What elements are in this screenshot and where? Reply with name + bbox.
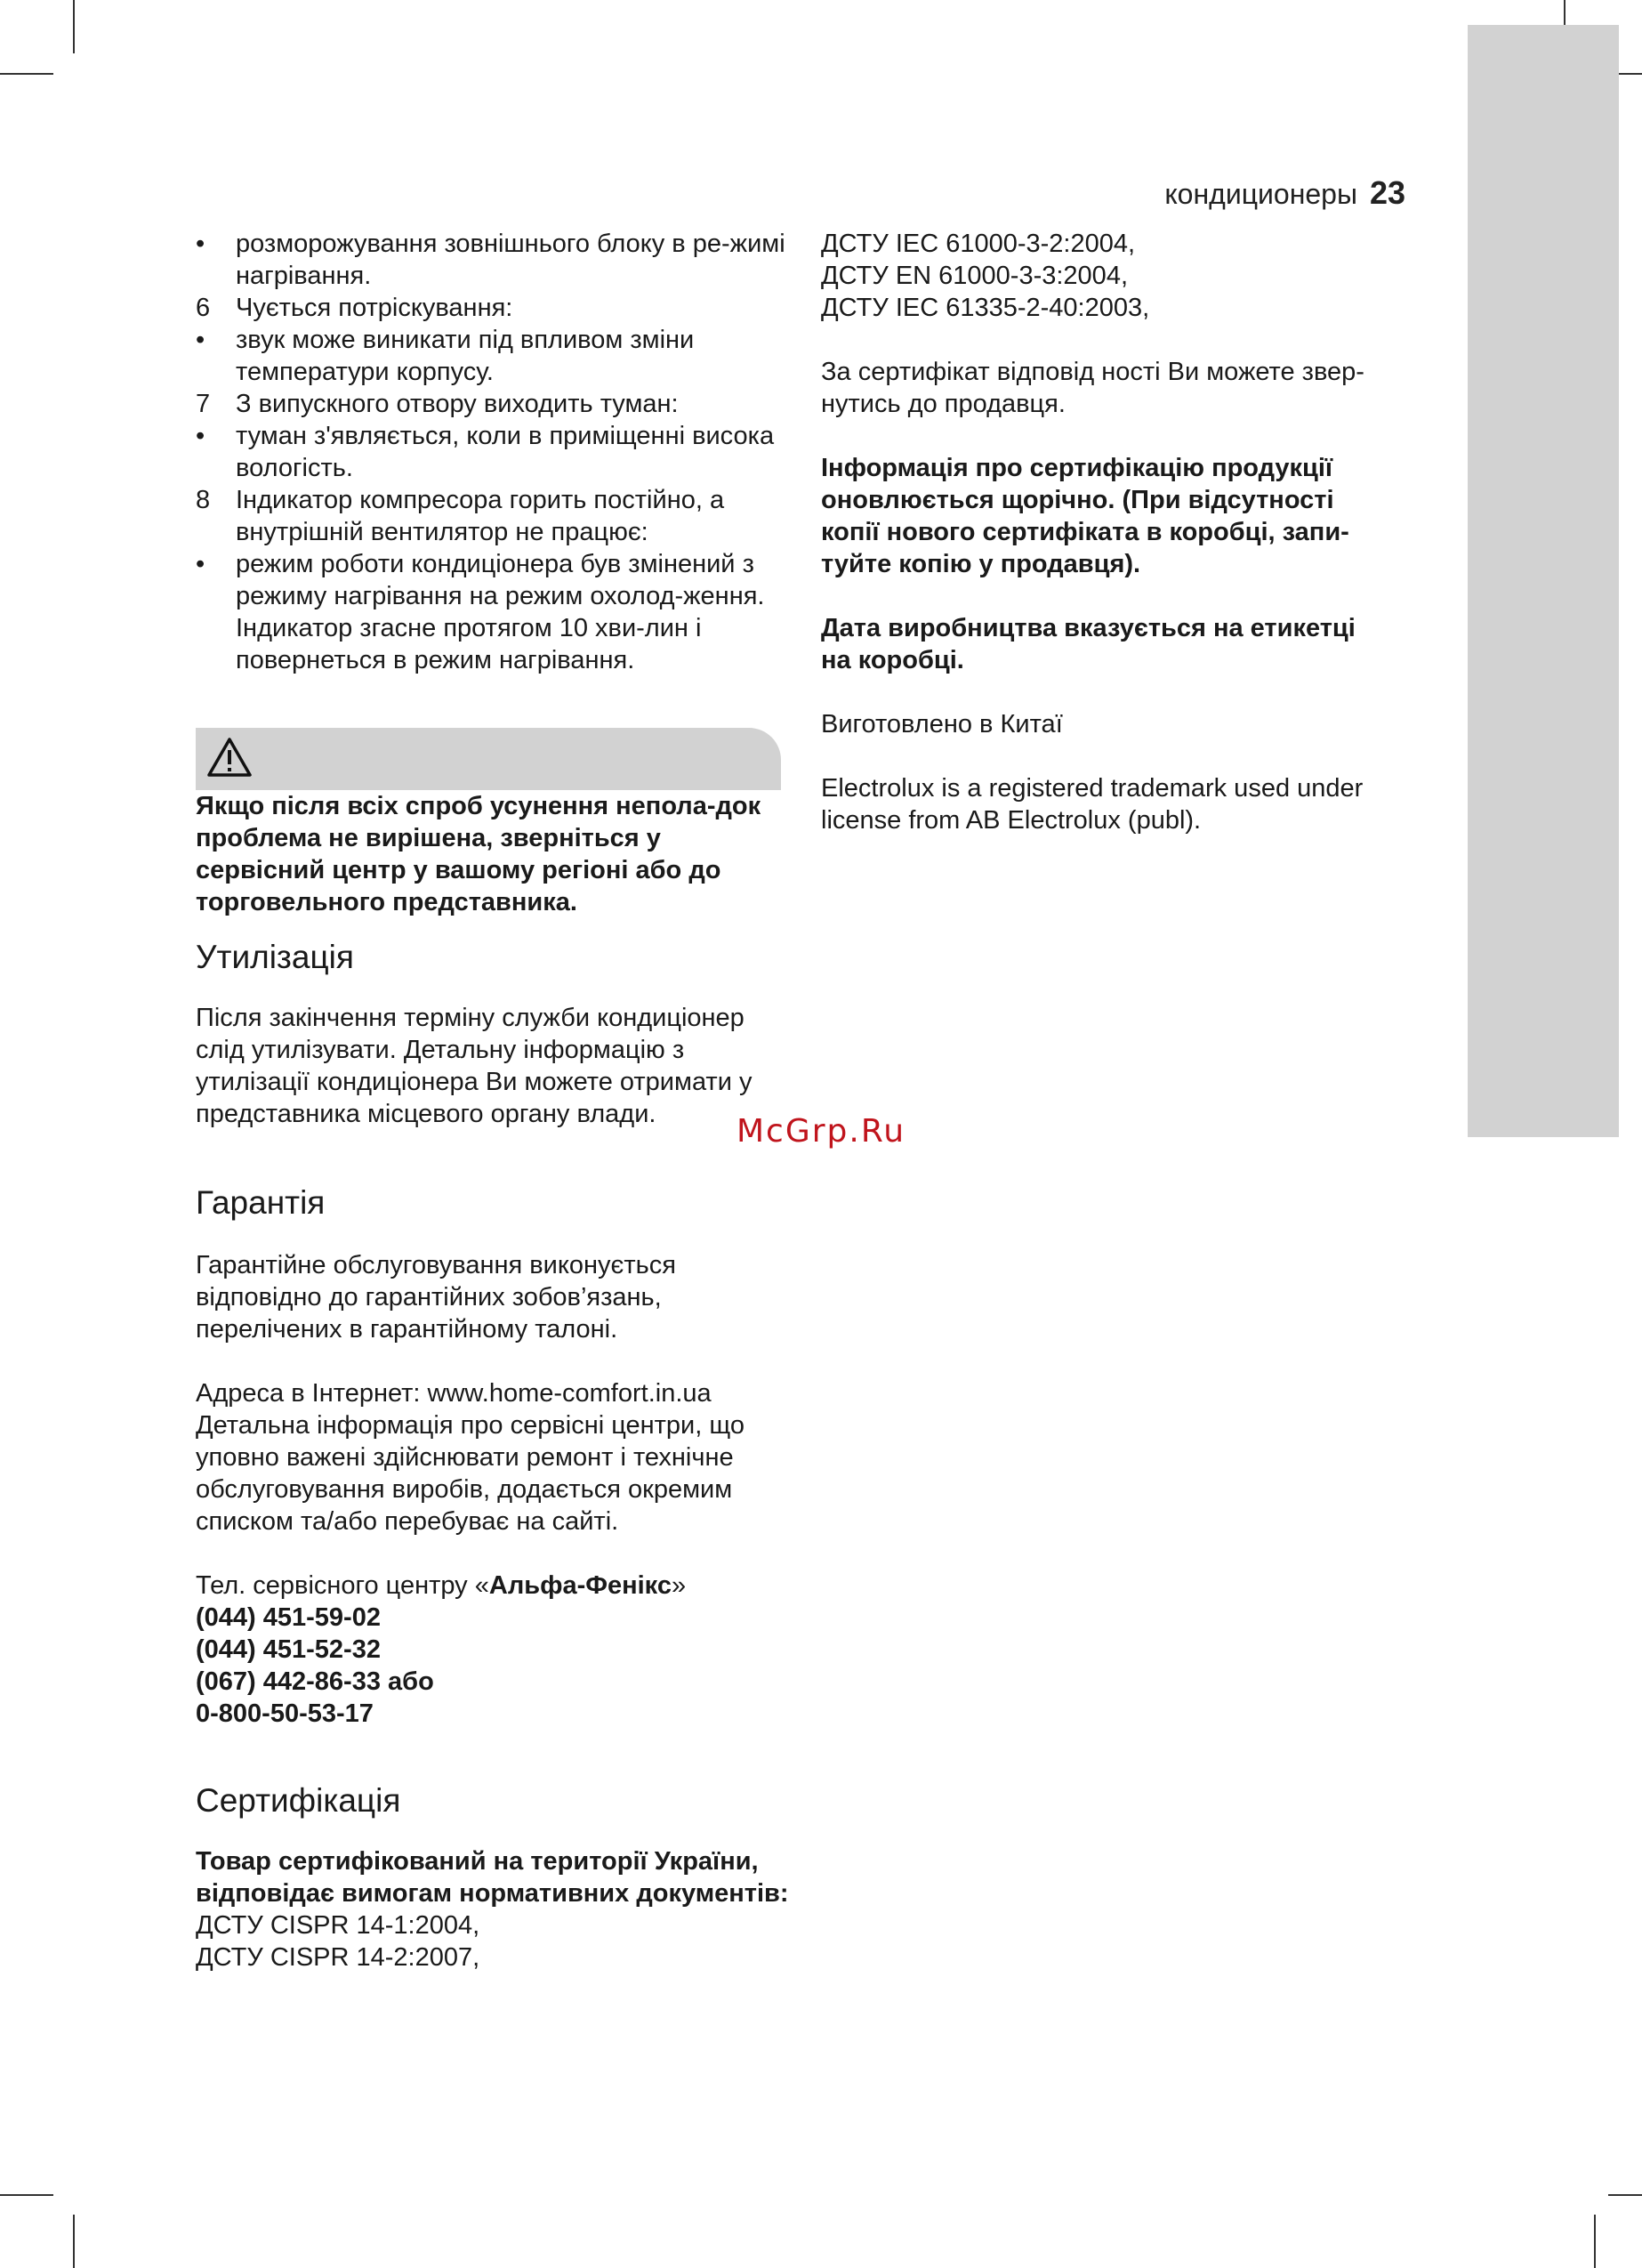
crop-mark xyxy=(1608,2194,1642,2196)
phone-number: (044) 451-59-02 xyxy=(196,1603,381,1632)
right-column xyxy=(821,228,1390,836)
warning-bar xyxy=(196,728,781,790)
list-item xyxy=(196,484,792,548)
left-column xyxy=(196,228,792,1973)
page-header xyxy=(1164,174,1405,212)
list-item-text: З випускного отвору виходить туман: xyxy=(236,390,679,418)
phone-number: (044) 451-52-32 xyxy=(196,1635,381,1664)
list-item xyxy=(196,324,792,388)
cert-contact-text: За сертифікат відповід ності Ви можете звер-нутись до продавця. xyxy=(821,358,1364,418)
disposal-text: Після закінчення терміну служби кондиціонер слід утилізувати. Детальну інформацію з утилізації кондиціонера Ви можете отримати у представника місцевого органу влади. xyxy=(196,1004,753,1128)
list-item xyxy=(196,292,792,324)
troubleshooting-list xyxy=(196,228,792,676)
list-marker: • xyxy=(196,326,205,354)
warranty-heading: Гарантія xyxy=(196,1184,326,1221)
disposal-heading: Утилізація xyxy=(196,939,354,975)
list-item-text: Індикатор компресора горить постійно, а внутрішній вентилятор не працює: xyxy=(236,486,725,546)
standard-item: ДСТУ CISPR 14-1:2004, xyxy=(196,1911,480,1940)
watermark: McGrp.Ru xyxy=(736,1113,906,1150)
cert-info-text: Інформація про сертифікацію продукції оновлюється щорічно. (При відсутності копії нового сертифіката в коробці, запи-туйте копію у продавця). xyxy=(821,454,1349,578)
list-marker: • xyxy=(196,422,205,450)
list-item-text: режим роботи кондиціонера був змінений з режиму нагрівання на режим охолод-ження. Індикатор згасне протягом 10 хви-лин і повернеться в режим нагрівання. xyxy=(236,550,765,674)
list-item-text: розморожування зовнішнього блоку в ре-жимі нагрівання. xyxy=(236,230,785,290)
list-item-text: туман з'являється, коли в приміщенні висока вологість. xyxy=(236,422,775,482)
phone-prefix: Тел. сервісного центру « xyxy=(196,1571,489,1600)
service-phone-line xyxy=(196,1570,792,1602)
list-item xyxy=(196,548,792,676)
list-marker: 7 xyxy=(196,390,211,418)
list-item xyxy=(196,228,792,292)
standard-item: ДСТУ IEC 61000-3-2:2004, xyxy=(821,230,1136,258)
crop-mark xyxy=(0,2194,53,2196)
crop-mark xyxy=(73,2215,75,2268)
header-title: кондиционеры xyxy=(1164,178,1357,210)
list-marker: 8 xyxy=(196,486,211,514)
standard-item: ДСТУ EN 61000-3-3:2004, xyxy=(821,262,1128,290)
list-marker: • xyxy=(196,550,205,578)
standard-item: ДСТУ CISPR 14-2:2007, xyxy=(196,1943,480,1972)
side-tab xyxy=(1468,25,1619,1137)
certification-text: Товар сертифікований на території України, відповідає вимогам нормативних документів: xyxy=(196,1847,789,1908)
warning-icon xyxy=(206,737,253,778)
list-item-text: Чується потріскування: xyxy=(236,294,513,322)
made-in-text: Виготовлено в Китаї xyxy=(821,710,1063,739)
list-item-text: звук може виникати під впливом зміни температури корпусу. xyxy=(236,326,695,386)
phone-number: (067) 442-86-33 або xyxy=(196,1667,434,1696)
trademark-text: Electrolux is a registered trademark used under license from AB Electrolux (publ). xyxy=(821,774,1364,835)
certification-heading: Сертифікація xyxy=(196,1782,401,1819)
crop-mark xyxy=(73,0,75,53)
list-marker: • xyxy=(196,230,205,258)
crop-mark xyxy=(0,73,53,75)
phone-suffix: » xyxy=(671,1571,687,1600)
standard-item: ДСТУ IEC 61335-2-40:2003, xyxy=(821,294,1150,322)
list-marker: 6 xyxy=(196,294,211,322)
service-company: Альфа-Фенікс xyxy=(488,1571,672,1600)
production-date-text: Дата виробництва вказується на етикетці на коробці. xyxy=(821,614,1356,674)
crop-mark xyxy=(1594,2215,1596,2268)
warranty-contacts: Адреса в Інтернет: www.home-comfort.in.ua Детальна інформація про сервісні центри, що уповно важені здійснювати ремонт і технічне обслуговування виробів, додається окремим списком та/або перебуває на сайті. xyxy=(196,1379,745,1536)
page-number: 23 xyxy=(1369,174,1405,211)
list-item xyxy=(196,388,792,420)
warning-text: Якщо після всіх спроб усунення непола-док проблема не вирішена, зверніться у сервісний центр у вашому регіоні або до торговельного представника. xyxy=(196,792,761,916)
list-item xyxy=(196,420,792,484)
warranty-text: Гарантійне обслуговування виконується відповідно до гарантійних зобов’язань, перелічених в гарантійному талоні. xyxy=(196,1251,676,1344)
phone-number: 0-800-50-53-17 xyxy=(196,1699,374,1728)
